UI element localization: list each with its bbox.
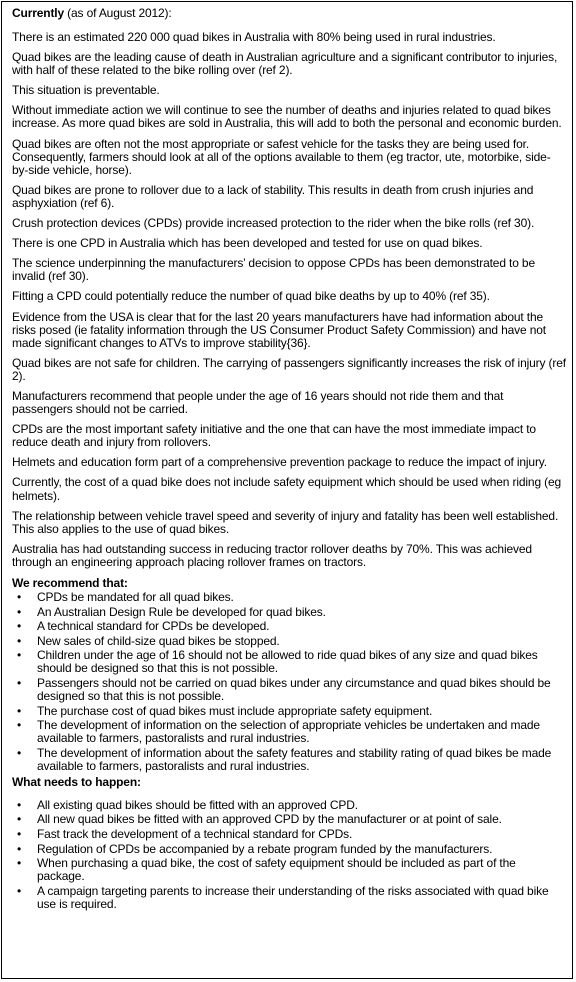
list-item: [12, 620, 566, 633]
list-item-text: When purchasing a quad bike, the cost of safety equipment should be included as part of the package.: [37, 856, 516, 884]
list-item-text: Children under the age of 16 should not be allowed to ride quad bikes of any size and quad bikes should be designed so that this is not possible.: [37, 648, 538, 676]
list-item: [12, 828, 566, 841]
list-item: [12, 606, 566, 619]
paragraph: Without immediate action we will continue to see the number of deaths and injuries related to quad bikes increase. As more quad bikes are sold in Australia, this will add to both the personal and economic burden.: [12, 103, 562, 131]
paragraph: Fitting a CPD could potentially reduce the number of quad bike deaths by up to 40% (ref 35).: [12, 289, 490, 304]
needs-list: [12, 799, 566, 911]
bullet-icon: •: [16, 812, 22, 827]
list-item-text: Regulation of CPDs be accompanied by a rebate program funded by the manufacturers.: [37, 841, 493, 856]
list-item: [12, 591, 566, 604]
paragraph: Crush protection devices (CPDs) provide increased protection to the rider when the bike rolls (ref 30).: [12, 216, 535, 231]
list-item-text: All existing quad bikes should be fitted with an approved CPD.: [37, 797, 358, 812]
paragraph: There is an estimated 220 000 quad bikes in Australia with 80% being used in rural industries.: [12, 30, 496, 44]
list-item-text: The purchase cost of quad bikes must include appropriate safety equipment.: [37, 703, 433, 718]
list-item-text: New sales of child-size quad bikes be stopped.: [37, 633, 280, 648]
bullet-icon: •: [16, 826, 22, 841]
list-item: [12, 813, 566, 826]
bullet-icon: •: [16, 718, 22, 733]
list-item-text: The development of information on the selection of appropriate vehicles be undertaken and made available to farmers, pastoralists and rural industries.: [37, 718, 540, 746]
list-item-text: An Australian Design Rule be developed for quad bikes.: [37, 604, 326, 619]
paragraph: This situation is preventable.: [12, 83, 160, 98]
list-item: [12, 677, 566, 703]
paragraph: Australia has had outstanding success in reducing tractor rollover deaths by 70%. This was achieved through an engineering approach placing rollover frames on tractors.: [12, 541, 532, 569]
paragraph: Quad bikes are not safe for children. The carrying of passengers significantly increases the risk of injury (ref 2).: [12, 355, 566, 383]
bullet-icon: •: [16, 703, 22, 718]
paragraph: Quad bikes are often not the most appropriate or safest vehicle for the tasks they are being used for. Consequently, farmers should look at all of the options available to them (eg tractor, ute, motorbike, side-by-side vehicle, horse).: [12, 136, 551, 177]
list-item: [12, 799, 566, 812]
needs-title: What needs to happen:: [12, 774, 141, 789]
document-frame: [1, 1, 573, 979]
bullet-icon: •: [16, 590, 22, 604]
paragraph: The science underpinning the manufacturers’ decision to oppose CPDs has been demonstrated to be invalid (ref 30).: [12, 256, 535, 284]
recommend-title: We recommend that:: [12, 576, 128, 590]
bullet-icon: •: [16, 841, 22, 856]
list-item-text: All new quad bikes be fitted with an approved CPD by the manufacturer or at point of sale.: [37, 812, 502, 827]
list-item: [12, 635, 566, 648]
paragraph: Currently, the cost of a quad bike does not include safety equipment which should be used when riding (eg helmets).: [12, 475, 562, 503]
heading-date: (as of August 2012):: [64, 6, 172, 20]
bullet-icon: •: [16, 619, 22, 634]
section-heading: [12, 6, 566, 20]
bullet-icon: •: [16, 883, 22, 898]
bullet-icon: •: [16, 633, 22, 648]
list-item: [12, 885, 566, 911]
list-item: [12, 649, 566, 675]
paragraph: There is one CPD in Australia which has been developed and tested for use on quad bikes.: [12, 236, 483, 251]
bullet-icon: •: [16, 604, 22, 619]
list-item-text: Fast track the development of a technical standard for CPDs.: [37, 826, 353, 841]
paragraph: Evidence from the USA is clear that for the last 20 years manufacturers have had information about the risks posed (ie fatality information through the US Consumer Product Safety Commission) and have not made significant changes to ATVs to improve stability{36}.: [12, 309, 546, 350]
paragraph: The relationship between vehicle travel speed and severity of injury and fatality has been well established. This also applies to the use of quad bikes.: [12, 508, 559, 536]
paragraph: Quad bikes are prone to rollover due to a lack of stability. This results in death from crush injuries and asphyxiation (ref 6).: [12, 182, 534, 210]
paragraph: CPDs are the most important safety initiative and the one that can have the most immediate impact to reduce death and injury from rollovers.: [12, 422, 536, 450]
list-item-text: The development of information about the safety features and stability rating of quad bikes be made available to farmers, pastoralists and rural industries.: [37, 746, 552, 774]
list-item-text: CPDs be mandated for all quad bikes.: [37, 590, 234, 604]
bullet-icon: •: [16, 797, 22, 812]
list-item-text: A technical standard for CPDs be developed.: [37, 619, 270, 634]
paragraph: Manufacturers recommend that people under the age of 16 years should not ride them and that passengers should not be carried.: [12, 388, 504, 417]
paragraph: Quad bikes are the leading cause of death in Australian agriculture and a significant contributor to injuries, with half of these related to the bike rolling over (ref 2).: [12, 50, 558, 78]
bullet-icon: •: [16, 648, 22, 663]
bullet-icon: •: [16, 746, 22, 761]
list-item: [12, 747, 566, 773]
recommend-list: [12, 591, 566, 773]
heading-bold: Currently: [12, 6, 64, 20]
list-item: [12, 719, 566, 745]
paragraph: Helmets and education form part of a comprehensive prevention package to reduce the impact of injury.: [12, 455, 547, 470]
facts-list: [12, 31, 566, 569]
list-item: [12, 843, 566, 856]
list-item: [12, 705, 566, 718]
bullet-icon: •: [16, 676, 22, 691]
list-item-text: Passengers should not be carried on quad bikes under any circumstance and quad bikes should be designed so that this is not possible.: [37, 676, 551, 704]
bullet-icon: •: [16, 856, 22, 871]
list-item-text: A campaign targeting parents to increase their understanding of the risks associated with quad bike use is required.: [37, 883, 549, 911]
list-item: [12, 857, 566, 883]
